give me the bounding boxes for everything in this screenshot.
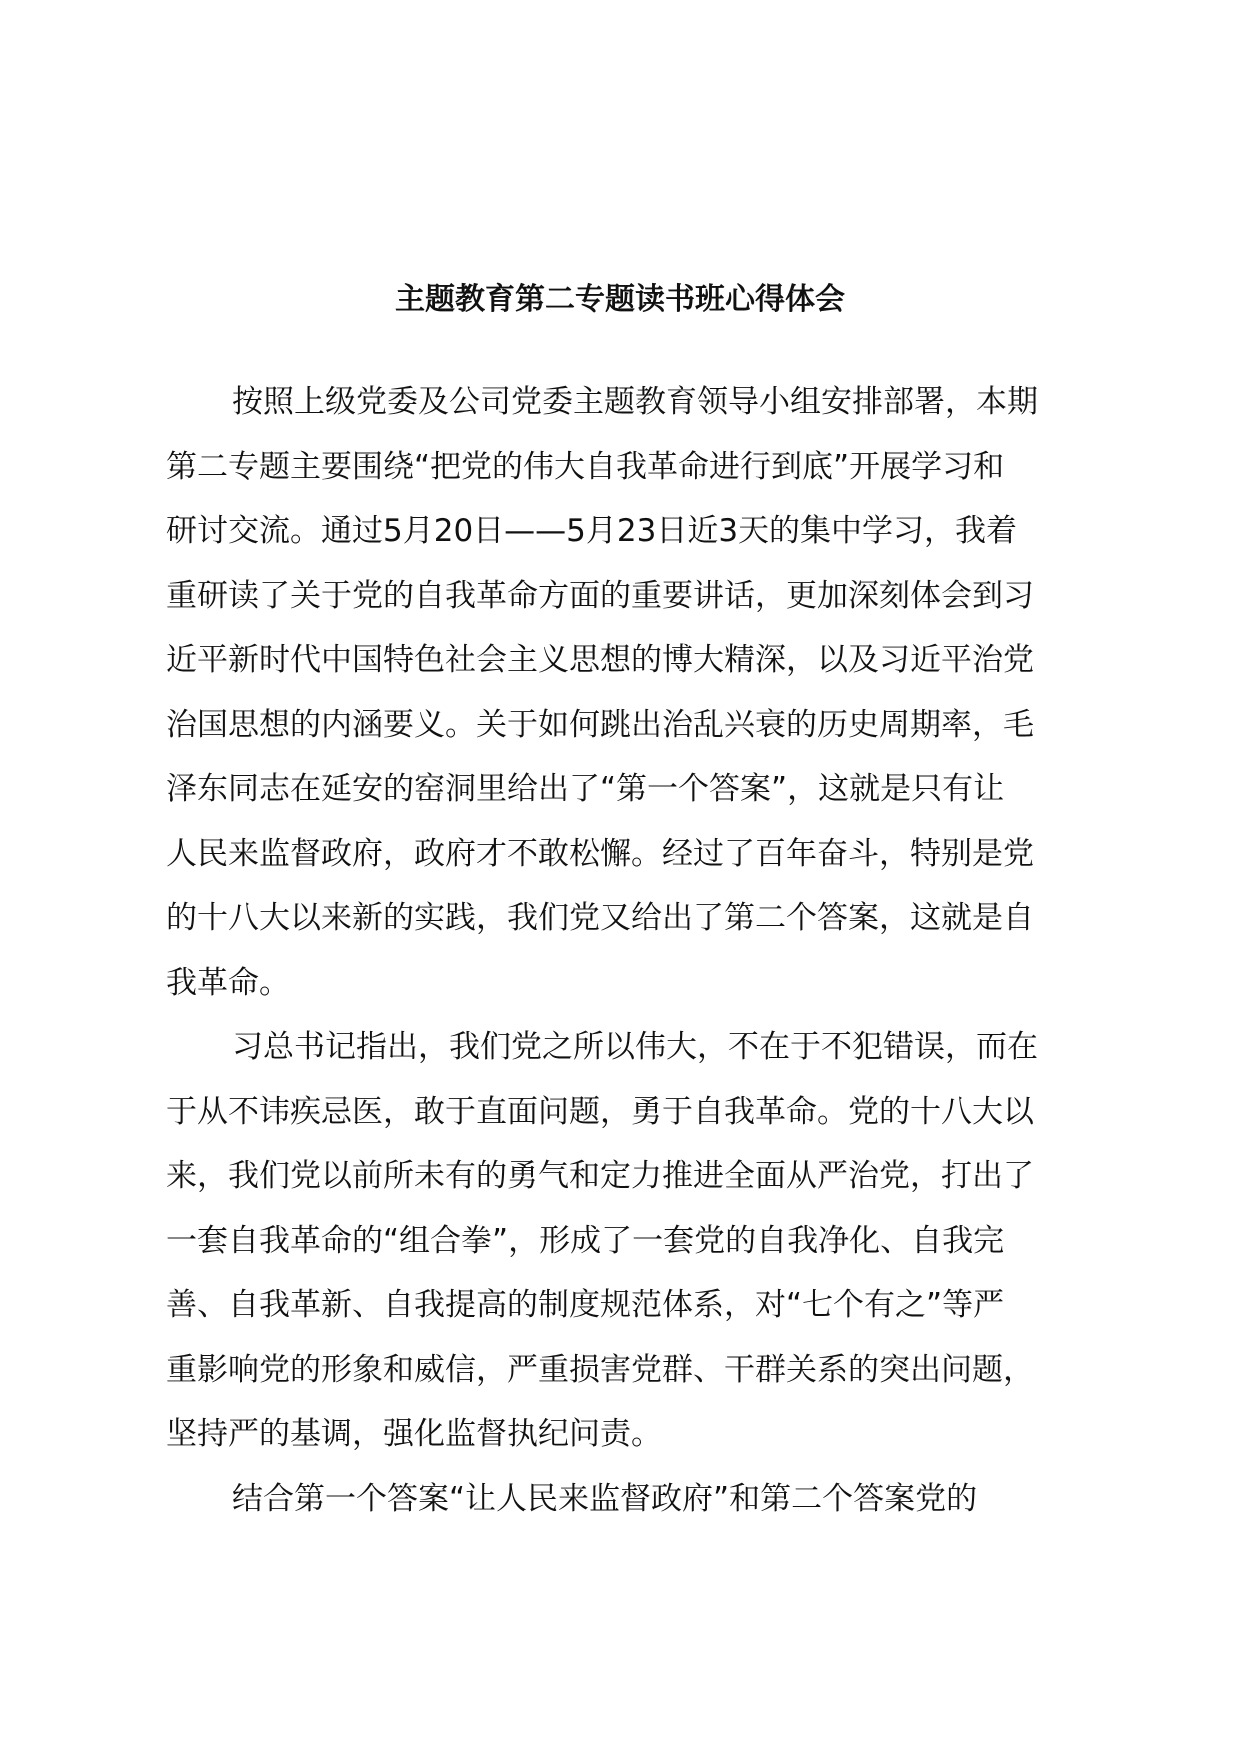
paragraph-line: 按照上级党委及公司党委主题教育领导小组安排部署，本期 — [232, 384, 1038, 420]
paragraph-line: 的十八大以来新的实践，我们党又给出了第二个答案，这就是自 — [166, 900, 1034, 936]
paragraph-line: 结合第一个答案“让人民来监督政府”和第二个答案党的 — [232, 1480, 978, 1517]
paragraph-line: 泽东同志在延安的窑洞里给出了“第一个答案”，这就是只有让 — [166, 771, 1005, 807]
paragraph-line: 人民来监督政府，政府才不敢松懈。经过了百年奋斗，特别是党 — [166, 835, 1034, 872]
document-title: 主题教育第二专题读书班心得体会 — [395, 282, 845, 317]
paragraph-line: 于从不讳疾忌医，敢于直面问题，勇于自我革命。党的十八大以 — [166, 1093, 1034, 1130]
paragraph-line: 重影响党的形象和威信，严重损害党群、干群关系的突出问题， — [166, 1351, 1034, 1388]
paragraph-line: 研讨交流。通过5月20日——5月23日近3天的集中学习，我着 — [166, 513, 1018, 549]
document-body — [166, 370, 1098, 1531]
paragraph-line: 善、自我革新、自我提高的制度规范体系，对“七个有之”等严 — [166, 1287, 1005, 1323]
paragraph-line: 习总书记指出，我们党之所以伟大，不在于不犯错误，而在 — [232, 1029, 1038, 1065]
paragraph-line: 来，我们党以前所未有的勇气和定力推进全面从严治党，打出了 — [166, 1158, 1034, 1194]
paragraph-line: 治国思想的内涵要义。关于如何跳出治乱兴衰的历史周期率，毛 — [166, 706, 1034, 743]
paragraph-line: 近平新时代中国特色社会主义思想的博大精深，以及习近平治党 — [166, 642, 1034, 678]
paragraph-line: 第二专题主要围绕“把党的伟大自我革命进行到底”开展学习和 — [166, 448, 1005, 485]
paragraph-line: 重研读了关于党的自我革命方面的重要讲话，更加深刻体会到习 — [166, 577, 1034, 614]
paragraph-line: 坚持严的基调，强化监督执纪问责。 — [166, 1416, 662, 1452]
paragraph-line: 我革命。 — [166, 964, 290, 1001]
paragraph-line: 一套自我革命的“组合拳”，形成了一套党的自我净化、自我完 — [166, 1222, 1005, 1259]
